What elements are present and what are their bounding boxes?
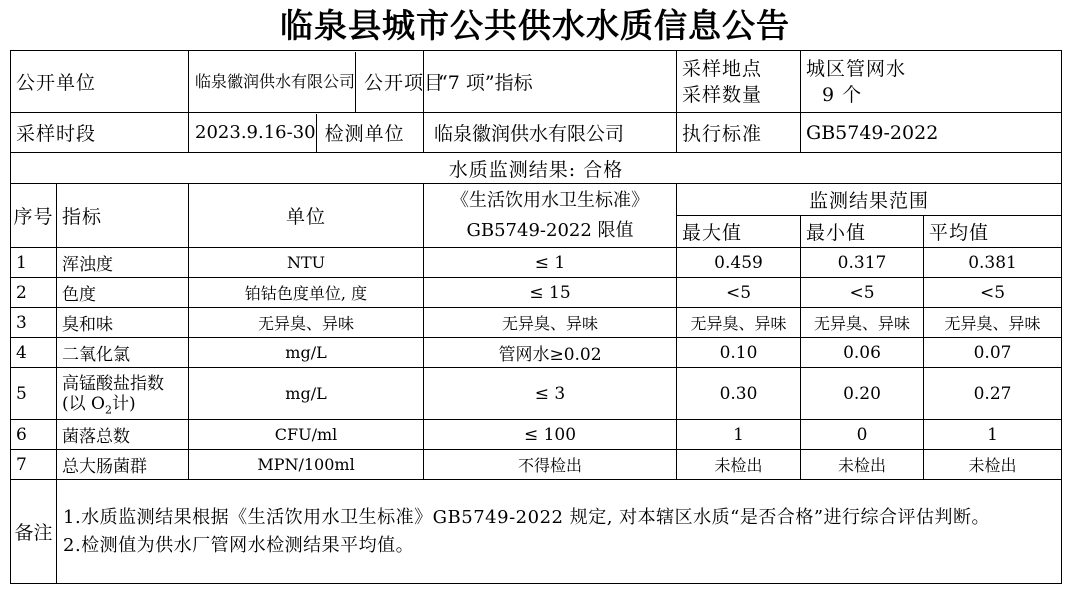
row-unit: 铂钴色度单位, 度 (189, 278, 424, 308)
row-unit: CFU/ml (189, 420, 424, 450)
row-min: 0 (801, 420, 924, 450)
header-row-2 (11, 113, 1062, 153)
row-indicator-line2-post: 计) (111, 393, 136, 414)
row-limit: ≤ 1 (424, 248, 677, 278)
row-index: 1 (11, 248, 57, 278)
row-min: 无异臭、异味 (801, 308, 924, 338)
row-indicator-line2-sub: 2 (104, 402, 112, 416)
row-avg: <5 (924, 278, 1062, 308)
standard-value: GB5749-2022 (801, 113, 1062, 153)
row-indicator: 臭和味 (57, 308, 189, 338)
row-min: 未检出 (801, 450, 924, 480)
row-max: 未检出 (677, 450, 801, 480)
header-row-1 (11, 51, 1062, 113)
col-index: 序号 (11, 184, 57, 248)
column-header-row-1 (11, 184, 1062, 216)
table-row (11, 248, 1062, 278)
row-index: 7 (11, 450, 57, 480)
row-limit: 无异臭、异味 (424, 308, 677, 338)
disclosure-unit-label: 公开单位 (11, 51, 189, 113)
disclosure-unit-value (189, 51, 445, 113)
result-row (11, 153, 1062, 184)
water-quality-table (10, 50, 1062, 584)
disclosure-unit-value-text: 临泉徽润供水有限公司 (195, 52, 356, 112)
col-limit-line1: 《生活饮用水卫生标准》 (451, 189, 650, 211)
table-row (11, 420, 1062, 450)
sampling-location-value: 城区管网水 (806, 57, 907, 80)
row-avg: 0.27 (924, 368, 1062, 420)
disclosure-item-label: 公开项目 (364, 72, 445, 94)
row-indicator: 色度 (57, 278, 189, 308)
remarks-row (11, 480, 1062, 584)
row-max: 0.459 (677, 248, 801, 278)
row-max: <5 (677, 278, 801, 308)
remark-line-2: 2.检测值为供水厂管网水检测结果平均值。 (63, 534, 415, 556)
row-unit: mg/L (189, 368, 424, 420)
remark-line-1: 1.水质监测结果根据《生活饮用水卫生标准》GB5749-2022 规定, 对本辖区水质“是否合格”进行综合评估判断。 (63, 506, 991, 528)
testing-unit-value: 临泉徽润供水有限公司 (424, 113, 677, 153)
standard-label: 执行标准 (677, 113, 801, 153)
row-limit: ≤ 15 (424, 278, 677, 308)
col-limit-line2: GB5749-2022 限值 (466, 219, 634, 241)
result-text: 水质监测结果: 合格 (11, 153, 1062, 184)
row-indicator (57, 368, 189, 420)
row-index: 3 (11, 308, 57, 338)
row-indicator: 二氧化氯 (57, 338, 189, 368)
row-avg: 0.07 (924, 338, 1062, 368)
sampling-period-label: 采样时段 (11, 113, 189, 153)
row-max: 0.30 (677, 368, 801, 420)
testing-unit-label: 检测单位 (324, 123, 405, 145)
row-unit: MPN/100ml (189, 450, 424, 480)
row-avg: 0.381 (924, 248, 1062, 278)
sampling-period-value: 2023.9.16-30 (195, 114, 317, 152)
sampling-values (801, 51, 1062, 113)
col-min: 最小值 (801, 216, 924, 248)
col-limit (424, 184, 677, 248)
row-max: 0.10 (677, 338, 801, 368)
sampling-location-label: 采样地点 (682, 57, 763, 80)
row-min: 0.317 (801, 248, 924, 278)
row-index: 6 (11, 420, 57, 450)
col-unit: 单位 (189, 184, 424, 248)
table-row (11, 308, 1062, 338)
row-avg: 无异臭、异味 (924, 308, 1062, 338)
row-limit: 不得检出 (424, 450, 677, 480)
sampling-count-value: 9 个 (822, 83, 863, 106)
sampling-count-label: 采样数量 (682, 83, 763, 106)
row-indicator-line2-pre: (以 O (62, 393, 105, 414)
remarks-label: 备注 (11, 480, 57, 584)
page-title: 临泉县城市公共供水水质信息公告 (280, 6, 790, 45)
col-range: 监测结果范围 (677, 184, 1062, 216)
row-index: 5 (11, 368, 57, 420)
row-index: 2 (11, 278, 57, 308)
row-limit: 管网水≥0.02 (424, 338, 677, 368)
row-unit: mg/L (189, 338, 424, 368)
disclosure-item-value: “7 项”指标 (424, 51, 677, 113)
row-limit: ≤ 3 (424, 368, 677, 420)
row-avg: 1 (924, 420, 1062, 450)
row-min: <5 (801, 278, 924, 308)
row-indicator-line2 (62, 394, 183, 414)
row-min: 0.20 (801, 368, 924, 420)
table-row (11, 368, 1062, 420)
sampling-labels (677, 51, 801, 113)
row-max: 无异臭、异味 (677, 308, 801, 338)
row-index: 4 (11, 338, 57, 368)
row-max: 1 (677, 420, 801, 450)
col-avg: 平均值 (924, 216, 1062, 248)
table-row (11, 450, 1062, 480)
row-indicator: 菌落总数 (57, 420, 189, 450)
row-limit: ≤ 100 (424, 420, 677, 450)
table-row (11, 338, 1062, 368)
remarks-content (57, 480, 1062, 584)
sampling-period-cell (189, 113, 424, 153)
col-indicator: 指标 (57, 184, 189, 248)
row-indicator: 浑浊度 (57, 248, 189, 278)
row-indicator-line1: 高锰酸盐指数 (62, 373, 164, 394)
col-max: 最大值 (677, 216, 801, 248)
row-avg: 未检出 (924, 450, 1062, 480)
row-unit: NTU (189, 248, 424, 278)
row-indicator: 总大肠菌群 (57, 450, 189, 480)
row-unit: 无异臭、异味 (189, 308, 424, 338)
table-row (11, 278, 1062, 308)
row-min: 0.06 (801, 338, 924, 368)
